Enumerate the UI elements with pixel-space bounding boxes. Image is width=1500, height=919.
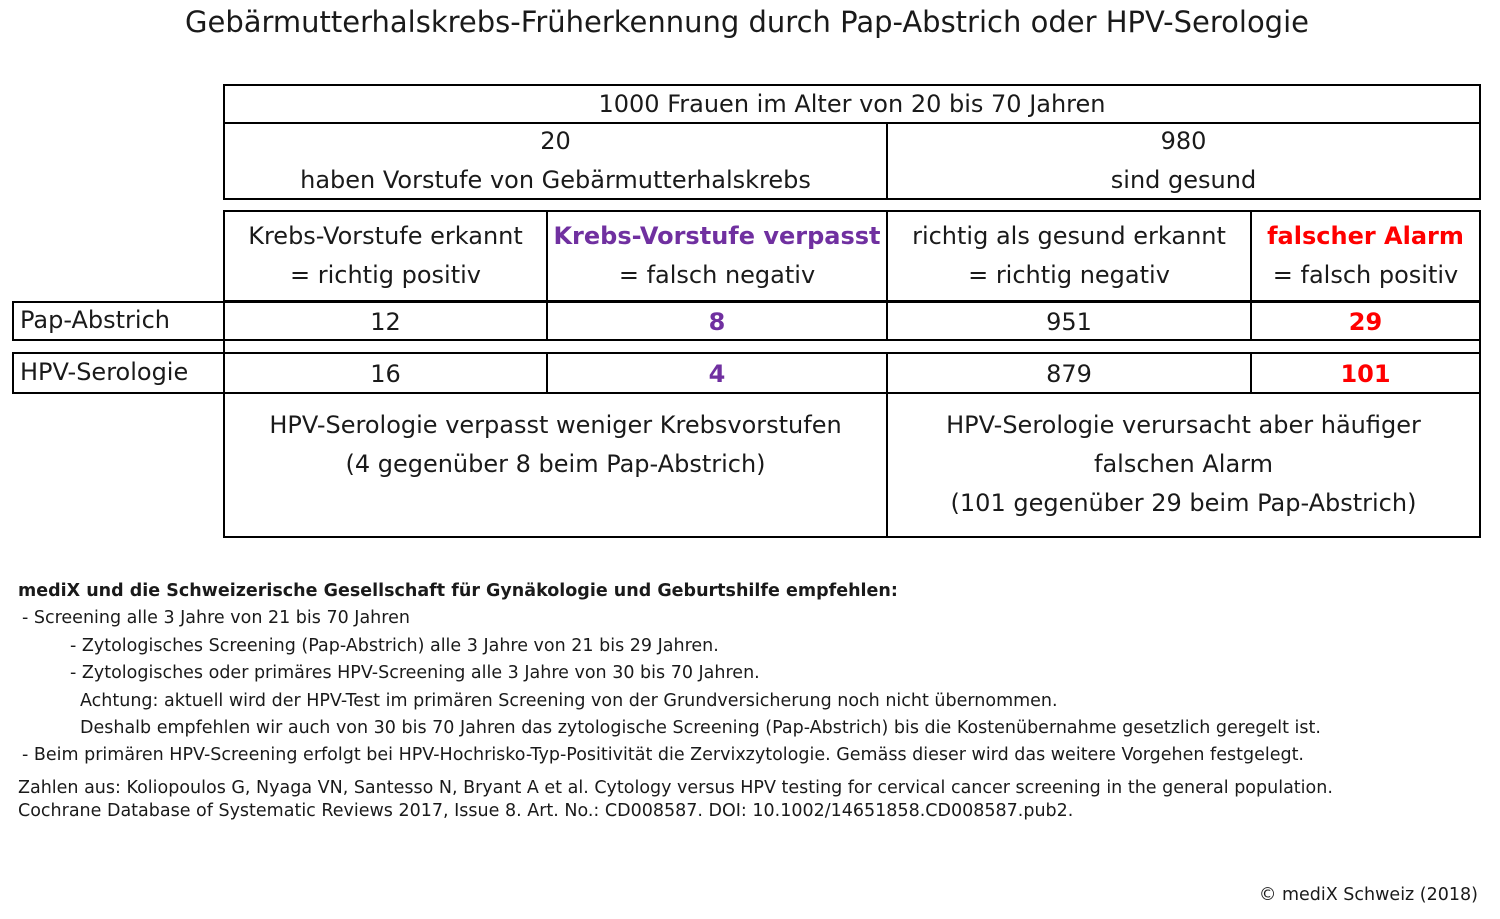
column-header-line1: falscher Alarm [1267,222,1464,250]
recommendation-heading: mediX und die Schweizerische Gesellschaft für Gynäkologie und Geburtshilfe empfehlen: [18,581,898,601]
value-hpv-false-negative: 4 [708,359,726,388]
source-line: Zahlen aus: Koliopoulos G, Nyaga VN, Santesso N, Bryant A et al. Cytology versus HPV testing for cervical cancer screening in the general population. [18,778,1333,798]
value-hpv-true-positive: 16 [370,359,401,388]
value-pap-true-positive: 12 [370,307,401,336]
value-pap-false-negative: 8 [708,307,726,336]
group-healthy-label: sind gesund [1110,166,1257,194]
value-hpv-false-positive: 101 [1340,359,1391,388]
group-healthy [888,124,1479,198]
recommendation-line: - Screening alle 3 Jahre von 21 bis 70 Jahren [22,608,410,629]
copyright: © mediX Schweiz (2018) [1258,885,1478,905]
population-label: 1000 Frauen im Alter von 20 bis 70 Jahren [598,89,1106,118]
recommendation-line: Achtung: aktuell wird der HPV-Test im primären Screening von der Grundversicherung noch nicht übernommen. [80,690,1058,711]
conclusion-line: (4 gegenüber 8 beim Pap-Abstrich) [345,450,766,478]
column-header-line2: = falsch positiv [1272,261,1459,289]
column-header-line1: Krebs-Vorstufe erkannt [248,222,523,250]
column-header-line2: = richtig negativ [968,261,1170,289]
conclusion-left [225,406,886,484]
group-sick [225,124,886,198]
recommendation-line: - Zytologisches Screening (Pap-Abstrich) alle 3 Jahre von 21 bis 29 Jahren. [70,635,719,656]
source-line: Cochrane Database of Systematic Reviews 2017, Issue 8. Art. No.: CD008587. DOI: 10.1002/14651858.CD008587.pub2. [18,800,1074,821]
column-header-line2: = falsch negativ [618,261,816,289]
conclusion-line: HPV-Serologie verpasst weniger Krebsvorstufen [269,411,842,439]
conclusion-line: (101 gegenüber 29 beim Pap-Abstrich) [950,489,1417,517]
row-label-pap: Pap-Abstrich [20,306,170,334]
column-header-line1: richtig als gesund erkannt [912,222,1226,250]
page-title: Gebärmutterhalskrebs-Früherkennung durch Pap-Abstrich oder HPV-Serologie [185,5,1309,39]
column-header-line1: Krebs-Vorstufe verpasst [553,222,881,250]
column-header-line2: = richtig positiv [290,261,481,289]
column-header-true-negative [888,212,1250,300]
row-label-hpv: HPV-Serologie [20,358,189,386]
value-hpv-true-negative: 879 [1046,359,1092,388]
column-header-true-positive [225,212,546,300]
recommendation [18,578,1321,770]
recommendation-line: - Beim primären HPV-Screening erfolgt bei HPV-Hochrisko-Typ-Positivität die Zervixzytologie. Gemäss dieser wird das weitere Vorgehen festgelegt. [22,745,1304,766]
value-pap-false-positive: 29 [1348,307,1383,336]
conclusion-right [888,406,1479,523]
group-sick-count: 20 [540,127,571,155]
column-header-false-negative [548,212,886,300]
group-healthy-count: 980 [1160,127,1207,155]
conclusion-line: HPV-Serologie verursacht aber häufiger [946,411,1421,439]
recommendation-line: Deshalb empfehlen wir auch von 30 bis 70 Jahren das zytologische Screening (Pap-Abstrich) bis die Kostenübernahme gesetzlich geregelt ist. [80,718,1321,739]
column-header-false-positive [1252,212,1479,300]
source-citation [18,777,1333,822]
value-pap-true-negative: 951 [1046,307,1092,336]
conclusion-line: falschen Alarm [1094,450,1273,478]
recommendation-line: - Zytologisches oder primäres HPV-Screening alle 3 Jahre von 30 bis 70 Jahren. [70,663,760,684]
group-sick-label: haben Vorstufe von Gebärmutterhalskrebs [300,166,811,194]
